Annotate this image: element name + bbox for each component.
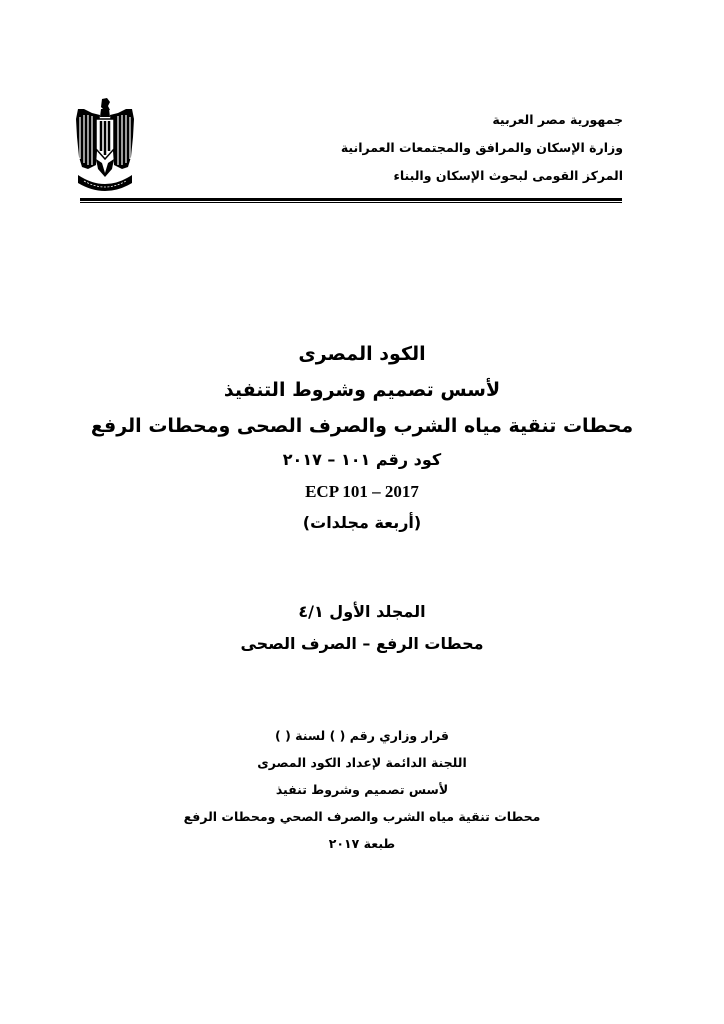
- header-country: جمهورية مصر العربية: [492, 112, 623, 127]
- header-divider-thin: [80, 202, 622, 203]
- title-block: [0, 336, 724, 538]
- egypt-eagle-emblem-icon: [74, 97, 136, 195]
- title-code-number-ar: كود رقم ١٠١ – ٢٠١٧: [282, 450, 442, 469]
- header-research-center: المركز القومى لبحوث الإسكان والبناء: [393, 168, 623, 183]
- title-code-number-en: ECP 101 – 2017: [305, 482, 419, 501]
- header-ministry: وزارة الإسكان والمرافق والمجتمعات العمرانية: [340, 140, 623, 155]
- volume-number: المجلد الأول ٤/١: [298, 602, 426, 621]
- decree-block: [0, 722, 724, 857]
- volume-block: [0, 596, 724, 660]
- title-stations: محطات تنقية مياه الشرب والصرف الصحى ومحطات الرفع: [90, 415, 634, 437]
- title-subject: لأسس تصميم وشروط التنفيذ: [223, 379, 501, 401]
- decree-edition: طبعة ٢٠١٧: [328, 836, 396, 851]
- decree-number: قرار وزاري رقم ( ) لسنة ( ): [275, 728, 449, 743]
- decree-stations: محطات تنقية مياه الشرب والصرف الصحي ومحطات الرفع: [183, 809, 541, 824]
- title-code-name: الكود المصرى: [298, 343, 426, 365]
- header-institution-block: [243, 106, 623, 190]
- title-volumes-count: (أربعة مجلدات): [302, 513, 422, 532]
- header-divider: [80, 198, 622, 201]
- decree-committee: اللجنة الدائمة لإعداد الكود المصرى: [257, 755, 467, 770]
- decree-subject: لأسس تصميم وشروط تنفيذ: [275, 782, 449, 797]
- volume-subject: محطات الرفع – الصرف الصحى: [240, 634, 484, 653]
